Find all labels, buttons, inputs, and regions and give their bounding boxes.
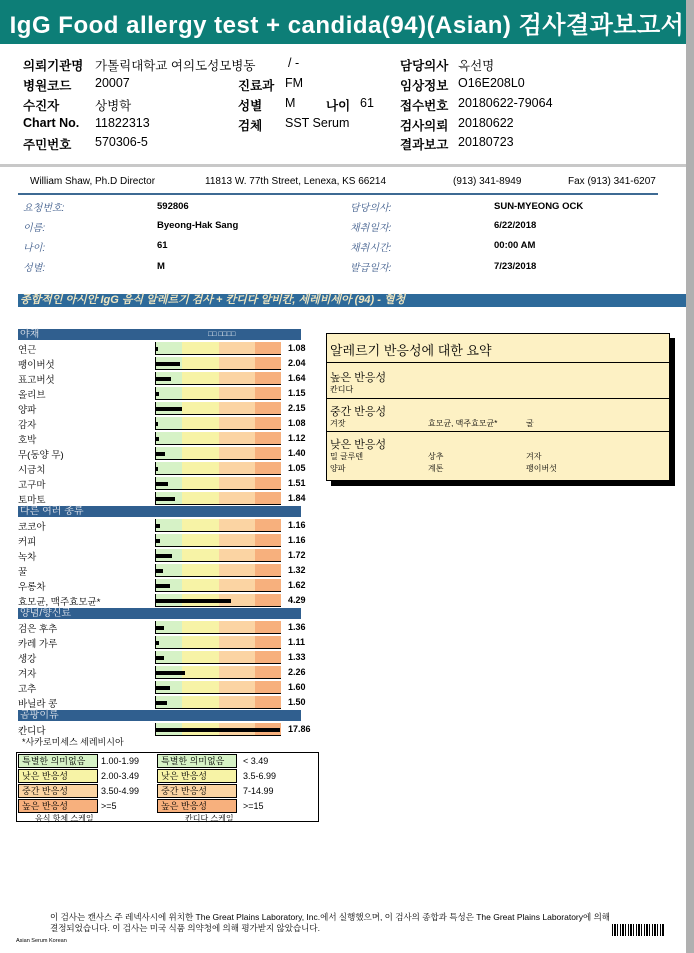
dept-value: FM <box>285 76 304 90</box>
summary-mid-item: 굴 <box>526 419 534 428</box>
hospcode-label: 병원코드 <box>23 79 72 93</box>
scale-zone <box>219 357 256 369</box>
collect-time-label: 채취시간: <box>350 243 392 254</box>
food-label: 칸디다 <box>18 726 46 737</box>
result-value: 1.33 <box>288 652 306 662</box>
food-label: 팽이버섯 <box>18 360 55 371</box>
idno-value: 570306-5 <box>95 135 148 149</box>
food-label: 무(동양 무) <box>18 450 64 461</box>
result-bar <box>156 626 164 630</box>
summary-divider-3 <box>327 431 669 432</box>
name-label: 이름: <box>23 223 46 234</box>
scale-zone <box>255 621 281 633</box>
food-label: 호박 <box>18 435 37 446</box>
legend-food-range: >=5 <box>101 801 117 811</box>
summary-low-item: 계톤 <box>428 464 444 473</box>
result-value: 2.15 <box>288 403 306 413</box>
scale-zone <box>182 342 219 354</box>
collected-value: 6/22/2018 <box>494 220 537 231</box>
scale-zone <box>255 579 281 591</box>
report-value: 20180723 <box>458 135 514 149</box>
result-row <box>18 695 306 710</box>
result-bar <box>156 539 160 543</box>
summary-title: 알레르기 반응성에 대한 요약 <box>330 343 492 358</box>
result-bar <box>156 347 158 351</box>
result-bar <box>156 554 172 558</box>
legend-food-range: 3.50-4.99 <box>101 786 140 796</box>
specimen-label: 검체 <box>238 119 263 133</box>
dept-label: 진료과 <box>238 79 275 93</box>
scale-gauge <box>155 564 281 577</box>
request-meta <box>0 52 694 164</box>
chart-value: 11822313 <box>95 116 150 130</box>
ward-value: / - <box>288 56 300 70</box>
scale-zone <box>219 681 256 693</box>
food-label: 효모균, 맥주효모균* <box>18 597 101 608</box>
legend-food-range: 2.00-3.49 <box>101 771 140 781</box>
scale-gauge <box>155 477 281 490</box>
food-label: 시금치 <box>18 465 46 476</box>
result-value: 1.16 <box>288 520 306 530</box>
result-row <box>18 386 306 401</box>
section-title: 종합적인 아시안 IgG 음식 알레르기 검사 + 칸디다 알비칸, 세레비세아 (94) - 혈청 <box>18 294 687 307</box>
scale-zone <box>255 696 281 708</box>
received-label: 발급일자: <box>350 263 392 274</box>
result-row <box>18 593 306 608</box>
result-bar <box>156 362 180 366</box>
result-value: 1.16 <box>288 535 306 545</box>
scale-zone <box>219 519 256 531</box>
scale-gauge <box>155 681 281 694</box>
scale-zone <box>255 402 281 414</box>
summary-low-item: 겨자 <box>526 452 542 461</box>
scale-gauge <box>155 651 281 664</box>
req-no-label: 요청번호: <box>23 203 65 214</box>
legend-swatch-food: 낮은 반응성 <box>18 769 98 783</box>
scale-zone <box>182 579 219 591</box>
food-label: 양파 <box>18 405 37 416</box>
scale-gauge <box>155 519 281 532</box>
scale-zone <box>156 636 182 648</box>
food-label: 올리브 <box>18 390 46 401</box>
collect-time-value: 00:00 AM <box>494 240 536 251</box>
result-value: 1.08 <box>288 418 306 428</box>
scale-zone <box>219 696 256 708</box>
result-row <box>18 665 306 680</box>
scale-zone <box>182 696 219 708</box>
scale-zone <box>255 594 281 606</box>
clinical-value: O16E208L0 <box>458 76 525 90</box>
scale-zone <box>219 564 256 576</box>
scale-zone <box>182 636 219 648</box>
scale-zone <box>156 519 182 531</box>
food-label: 표고버섯 <box>18 375 55 386</box>
scale-zone <box>156 462 182 474</box>
result-row <box>18 563 306 578</box>
scale-zone <box>182 519 219 531</box>
result-value: 1.11 <box>288 637 306 647</box>
food-label: 토마토 <box>18 495 46 506</box>
food-label: 감자 <box>18 420 37 431</box>
summary-box <box>326 333 670 481</box>
scale-gauge <box>155 621 281 634</box>
result-bar <box>156 686 170 690</box>
chart-label: Chart No. <box>23 116 80 130</box>
sex-value-2: M <box>157 261 165 272</box>
scale-zone <box>182 681 219 693</box>
summary-low-item: 팽이버섯 <box>526 464 557 473</box>
result-bar <box>156 497 175 501</box>
category-header <box>18 608 301 619</box>
food-label: 커피 <box>18 537 37 548</box>
sex-value: M <box>285 96 296 110</box>
scale-zone <box>156 534 182 546</box>
result-value: 2.04 <box>288 358 306 368</box>
result-bar <box>156 437 159 441</box>
scale-zone <box>219 534 256 546</box>
scale-zone <box>182 357 219 369</box>
idno-label: 주민번호 <box>23 138 72 152</box>
name-value: Byeong-Hak Sang <box>157 220 239 231</box>
result-value: 1.62 <box>288 580 306 590</box>
category-header <box>18 329 301 340</box>
hospcode-value: 20007 <box>95 76 130 90</box>
scale-zone <box>255 372 281 384</box>
summary-low-item: 상추 <box>428 452 444 461</box>
result-row <box>18 578 306 593</box>
sex-label: 성별 <box>238 99 263 113</box>
scale-zone <box>255 549 281 561</box>
result-bar <box>156 656 164 660</box>
result-bar <box>156 467 158 471</box>
summary-mid-item: 효모균, 맥주효모균* <box>428 419 498 428</box>
legend-candida-caption: 칸디다 스케일 <box>185 814 234 823</box>
result-bar <box>156 377 171 381</box>
scale-zone <box>255 636 281 648</box>
result-bar <box>156 671 185 675</box>
food-label: 우롱차 <box>18 582 46 593</box>
scale-zone <box>182 549 219 561</box>
receipt-value: 20180622-79064 <box>458 96 553 110</box>
age-value-2: 61 <box>157 240 168 251</box>
scale-zone <box>182 372 219 384</box>
scale-zone <box>219 651 256 663</box>
scale-zone <box>182 447 219 459</box>
scale-zone <box>219 549 256 561</box>
scale-zone <box>219 621 256 633</box>
legend-swatch-food: 높은 반응성 <box>18 799 98 813</box>
scale-zone <box>182 534 219 546</box>
scale-zone <box>255 564 281 576</box>
result-row <box>18 680 306 695</box>
age-label: 나이 <box>326 99 351 113</box>
result-row <box>18 548 306 563</box>
lab-director: William Shaw, Ph.D Director <box>30 176 156 187</box>
specimen-value: SST Serum <box>285 116 350 130</box>
result-bar <box>156 599 231 603</box>
scale-zone <box>255 462 281 474</box>
scale-zone <box>156 432 182 444</box>
scrollbar[interactable] <box>686 0 694 953</box>
scale-zone <box>156 342 182 354</box>
collected-label: 채취일자: <box>350 223 392 234</box>
category-header <box>18 710 301 721</box>
scale-zone <box>255 681 281 693</box>
result-bar <box>156 584 170 588</box>
legend-swatch-candida: 중간 반응성 <box>157 784 237 798</box>
scale-zone <box>182 417 219 429</box>
summary-low-item: 양파 <box>330 464 346 473</box>
result-row <box>18 620 306 635</box>
req-no-value: 592806 <box>157 201 189 212</box>
result-row <box>18 446 306 461</box>
header-divider <box>0 164 694 167</box>
scale-zone <box>255 447 281 459</box>
scale-zone <box>255 666 281 678</box>
scale-gauge <box>155 549 281 562</box>
result-bar <box>156 482 168 486</box>
report-title: IgG Food allergy test + candida(94)(Asian) 검사결과보고서 <box>0 0 694 44</box>
legend-swatch-candida: 높은 반응성 <box>157 799 237 813</box>
age-label-2: 나이: <box>23 243 46 254</box>
result-bar <box>156 569 163 573</box>
summary-high-title: 높은 반응성 <box>330 372 387 384</box>
result-value: 1.51 <box>288 478 306 488</box>
scale-zone <box>255 519 281 531</box>
scale-zone <box>182 492 219 504</box>
scale-gauge <box>155 417 281 430</box>
legend-candida-range: >=15 <box>243 801 264 811</box>
category-title: 야채 <box>20 329 40 340</box>
lab-phone: (913) 341-8949 <box>453 176 522 187</box>
food-label: 바닐라 콩 <box>18 699 58 710</box>
scale-gauge <box>155 342 281 355</box>
result-value: 1.12 <box>288 433 306 443</box>
scale-zone <box>219 579 256 591</box>
food-label: 검은 후추 <box>18 624 58 635</box>
scale-gauge <box>155 462 281 475</box>
result-value: 1.64 <box>288 373 306 383</box>
result-value: 1.84 <box>288 493 306 503</box>
scale-zone <box>219 477 256 489</box>
scale-zone <box>255 534 281 546</box>
request-value: 20180622 <box>458 116 514 130</box>
scale-zone <box>219 666 256 678</box>
scale-zone <box>255 432 281 444</box>
scale-zone <box>156 387 182 399</box>
scale-gauge <box>155 696 281 709</box>
legend-candida-range: 7-14.99 <box>243 786 274 796</box>
scale-zone <box>255 342 281 354</box>
result-bar <box>156 701 167 705</box>
scale-gauge <box>155 534 281 547</box>
result-value: 1.32 <box>288 565 306 575</box>
scale-zone <box>182 564 219 576</box>
result-value: 1.08 <box>288 343 306 353</box>
result-row <box>18 491 306 506</box>
food-label: 고추 <box>18 684 37 695</box>
scale-zone <box>219 432 256 444</box>
summary-low-title: 낮은 반응성 <box>330 439 387 451</box>
pi-doctor-label: 담당의사: <box>350 203 392 214</box>
result-row <box>18 476 306 491</box>
result-value: 1.40 <box>288 448 306 458</box>
scale-zone <box>219 342 256 354</box>
scale-zone <box>255 417 281 429</box>
result-row <box>18 431 306 446</box>
lab-address: 11813 W. 77th Street, Lenexa, KS 66214 <box>205 176 387 187</box>
scale-zone <box>182 432 219 444</box>
result-value: 2.26 <box>288 667 306 677</box>
scale-zone <box>255 651 281 663</box>
result-row <box>18 635 306 650</box>
food-label: 연근 <box>18 345 37 356</box>
summary-divider-1 <box>327 362 669 363</box>
category-title: 양념/향신료 <box>20 608 72 619</box>
received-value: 7/23/2018 <box>494 261 537 272</box>
scale-zone <box>219 387 256 399</box>
scale-zone <box>219 372 256 384</box>
age-value: 61 <box>360 96 374 110</box>
lab-fax: Fax (913) 341-6207 <box>568 176 656 187</box>
scale-zone <box>156 417 182 429</box>
doctor-value: 옥선명 <box>458 59 495 73</box>
result-value: 1.72 <box>288 550 306 560</box>
result-value: 1.60 <box>288 682 306 692</box>
result-value: 1.36 <box>288 622 306 632</box>
receipt-label: 접수번호 <box>400 99 449 113</box>
result-value: 1.05 <box>288 463 306 473</box>
scale-zone <box>255 492 281 504</box>
result-row <box>18 533 306 548</box>
food-label: 겨자 <box>18 669 37 680</box>
result-row <box>18 356 306 371</box>
scale-zone <box>219 417 256 429</box>
food-label: 코코아 <box>18 522 46 533</box>
result-row <box>18 371 306 386</box>
summary-mid-item: 겨잣 <box>330 419 346 428</box>
scale-zone <box>219 447 256 459</box>
result-bar <box>156 422 158 426</box>
category-title: 곰팡이류 <box>20 710 59 721</box>
doctor-label: 담당의사 <box>400 59 449 73</box>
food-label: 고구마 <box>18 480 46 491</box>
summary-high-item: 칸디다 <box>330 385 354 394</box>
result-row <box>18 518 306 533</box>
summary-low-item: 밀 글루텐 <box>330 452 364 461</box>
scale-zone <box>255 477 281 489</box>
clinical-label: 임상정보 <box>400 79 449 93</box>
scale-zone <box>182 387 219 399</box>
legend-swatch-candida: 특별한 의미없음 <box>157 754 237 768</box>
footer-note: 이 검사는 캔사스 주 레넥사시에 위치한 The Great Plains Laboratory, Inc.에서 실행했으며, 이 검사의 종합과 특성은 The Great Plains Laboratory에 의해 결정되었습니다. 이 검사는 미국 식품 의약청에 의해 평가받지 않았습니다. <box>50 912 611 933</box>
result-row <box>18 650 306 665</box>
pi-doctor-value: SUN-MYEONG OCK <box>494 201 584 212</box>
summary-divider-2 <box>327 398 669 399</box>
scale-zone <box>219 402 256 414</box>
candida-note: *사카로미세스 세레비시아 <box>22 737 124 747</box>
scale-gauge <box>155 636 281 649</box>
category-header <box>18 506 301 517</box>
result-value: 4.29 <box>288 595 306 605</box>
legend-candida-range: < 3.49 <box>243 756 269 766</box>
scale-zone <box>219 492 256 504</box>
result-value: 1.50 <box>288 697 306 707</box>
scale-gauge <box>155 387 281 400</box>
result-bar <box>156 641 159 645</box>
legend-table <box>16 752 319 822</box>
result-row <box>18 416 306 431</box>
result-row <box>18 401 306 416</box>
scale-gauge <box>155 579 281 592</box>
food-label: 녹차 <box>18 552 37 563</box>
food-label: 생강 <box>18 654 37 665</box>
food-label: 카레 가루 <box>18 639 58 650</box>
scale-gauge <box>155 372 281 385</box>
legend-food-caption: 음식 항체 스케일 <box>35 814 94 823</box>
legend-candida-range: 3.5-6.99 <box>243 771 277 781</box>
patient-value: 상병학 <box>95 99 132 113</box>
barcode-icon <box>612 924 664 936</box>
legend-swatch-food: 중간 반응성 <box>18 784 98 798</box>
food-label: 꿀 <box>18 567 28 578</box>
institution-value: 가톨릭대학교 여의도성모병동 <box>95 59 256 73</box>
result-bar <box>156 728 280 732</box>
institution-label: 의뢰기관명 <box>23 59 84 73</box>
result-row <box>18 461 306 476</box>
scale-zone <box>255 387 281 399</box>
sex-label-2: 성별: <box>23 263 46 274</box>
scale-zone <box>182 651 219 663</box>
scale-zone <box>182 477 219 489</box>
scale-gauge <box>155 447 281 460</box>
result-value: 1.15 <box>288 388 306 398</box>
report-label: 결과보고 <box>400 138 449 152</box>
scale-zone <box>255 357 281 369</box>
legend-swatch-food: 특별한 의미없음 <box>18 754 98 768</box>
result-bar <box>156 524 160 528</box>
scale-mini-label: □□ □□□□ <box>208 331 236 338</box>
category-title: 다른 여러 종류 <box>20 506 84 517</box>
request-label: 검사의뢰 <box>400 119 449 133</box>
legend-swatch-candida: 낮은 반응성 <box>157 769 237 783</box>
scale-zone <box>182 402 219 414</box>
summary-mid-title: 중간 반응성 <box>330 406 387 418</box>
scale-gauge <box>155 432 281 445</box>
legend-food-range: 1.00-1.99 <box>101 756 140 766</box>
scale-zone <box>219 462 256 474</box>
small-label: Asian Serum Korean <box>16 938 67 944</box>
result-value: 17.86 <box>288 724 311 734</box>
scale-zone <box>182 666 219 678</box>
result-bar <box>156 452 165 456</box>
result-row <box>18 341 306 356</box>
scale-zone <box>219 636 256 648</box>
patient-label: 수진자 <box>23 99 60 113</box>
lab-line <box>18 193 658 195</box>
scale-zone <box>182 462 219 474</box>
result-bar <box>156 392 159 396</box>
result-bar <box>156 407 182 411</box>
scale-zone <box>182 621 219 633</box>
